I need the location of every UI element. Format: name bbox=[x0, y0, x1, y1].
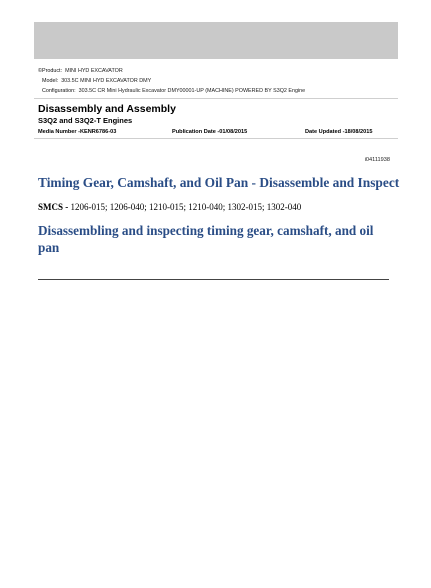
smcs-label: SMCS - bbox=[38, 202, 69, 212]
document-title: Disassembly and Assembly bbox=[38, 103, 176, 115]
smcs-codes: 1206-015; 1206-040; 1210-015; 1210-040; 1302-015; 1302-040 bbox=[68, 202, 302, 212]
configuration-value: 303.5C CR Mini Hydraulic Excavator DMY00001-UP (MACHINE) POWERED BY S3Q2 Engine bbox=[78, 88, 306, 94]
header-divider bbox=[34, 98, 398, 99]
model-line bbox=[42, 78, 151, 85]
publication-date: Publication Date -01/08/2015 bbox=[172, 129, 248, 135]
section-divider bbox=[38, 279, 389, 280]
product-line bbox=[38, 68, 123, 75]
document-id: i04111938 bbox=[364, 157, 390, 163]
product-label: ©Product: bbox=[38, 68, 63, 74]
configuration-label: Configuration: bbox=[42, 88, 76, 94]
model-label: Model: bbox=[42, 78, 59, 84]
header-banner bbox=[34, 22, 398, 59]
configuration-line bbox=[42, 88, 305, 95]
document-subtitle: S3Q2 and S3Q2-T Engines bbox=[38, 116, 133, 125]
smcs-line bbox=[38, 202, 301, 212]
section-heading: Timing Gear, Camshaft, and Oil Pan - Disassemble and Inspect bbox=[38, 175, 400, 190]
product-value: MINI HYD EXCAVATOR bbox=[65, 68, 123, 74]
subsection-heading: Disassembling and inspecting timing gear, camshaft, and oil pan bbox=[38, 223, 374, 255]
model-value: 303.5C MINI HYD EXCAVATOR DMY bbox=[61, 78, 152, 84]
media-number: Media Number -KENR6786-03 bbox=[38, 129, 117, 135]
date-updated: Date Updated -18/08/2015 bbox=[305, 129, 373, 135]
info-divider bbox=[34, 138, 398, 139]
